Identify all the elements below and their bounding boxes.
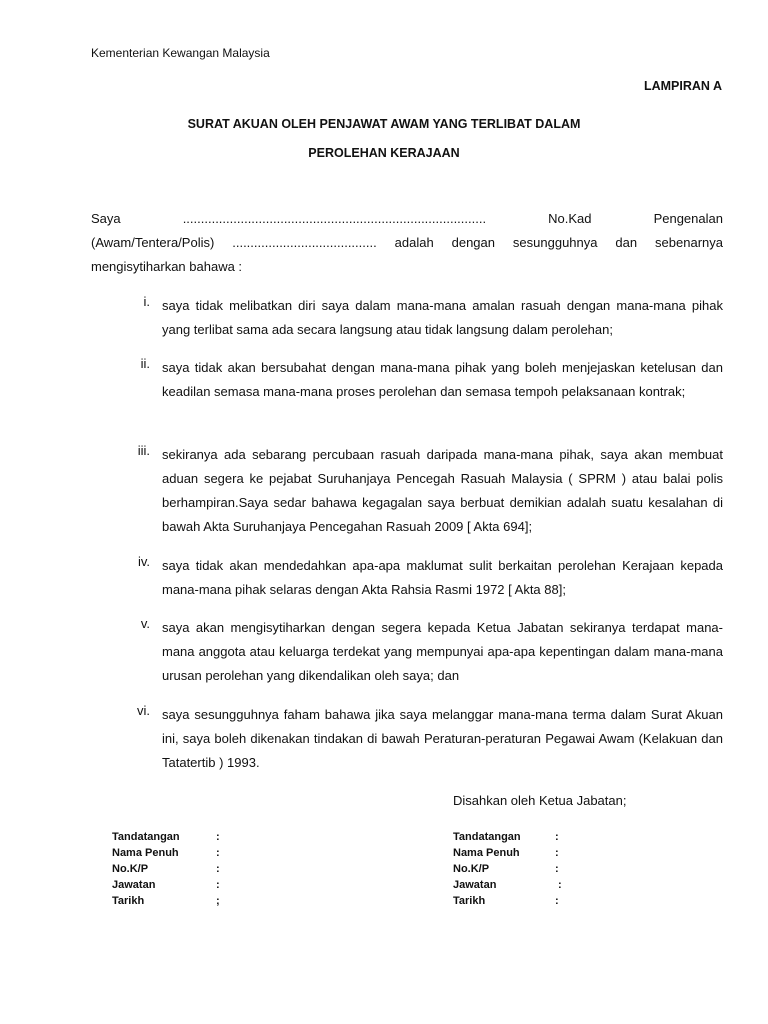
clause-text: saya tidak akan mendedahkan apa-apa maklumat sulit berkaitan perolehan Kerajaan kepada mana-mana pihak selaras dengan Akta Rahsia Rasmi 1972 [ Akta 88]; xyxy=(162,558,723,597)
field-colon: : xyxy=(555,847,559,859)
clause-text: saya tidak akan bersubahat dengan mana-mana pihak yang boleh menjejaskan ketelusan dan keadilan semasa mana-mana proses perolehan dan semasa tempoh pelaksanaan kontrak; xyxy=(162,360,723,399)
clause-text: saya tidak melibatkan diri saya dalam mana-mana amalan rasuah dengan mana-mana pihak yang terlibat sama ada secara langsung atau tidak langsung dalam perolehan; xyxy=(162,298,723,337)
intro-line-2 xyxy=(91,235,723,250)
full-name-field xyxy=(112,845,220,861)
date-field xyxy=(112,893,220,909)
field-colon: : xyxy=(216,847,220,859)
head-of-department-signature-block xyxy=(453,829,562,909)
clause-number: ii. xyxy=(140,356,150,371)
clause-number: iv. xyxy=(137,554,150,569)
signature-label: Tandatangan xyxy=(453,831,521,843)
ic-number-field xyxy=(453,861,559,877)
field-colon: : xyxy=(555,831,559,843)
clause-number: i. xyxy=(143,294,150,309)
intro-line-3: mengisytiharkan bahawa : xyxy=(91,259,243,274)
intro-sesungguhnya: sesungguhnya xyxy=(512,235,598,250)
intro-saya: Saya xyxy=(91,211,121,226)
full-name-label: Nama Penuh xyxy=(453,847,520,859)
clause-text: saya sesungguhnya faham bahawa jika saya melanggar mana-mana terma dalam Surat Akuan ini, saya boleh dikenakan tindakan di bawah Peraturan-peraturan Pegawai Awam (Kelakuan dan Tatatertib ) 1993. xyxy=(162,707,723,770)
position-field xyxy=(112,877,220,893)
field-colon: : xyxy=(558,879,562,891)
document-title-line-1: SURAT AKUAN OLEH PENJAWAT AWAM YANG TERLIBAT DALAM xyxy=(187,117,581,131)
field-colon: ; xyxy=(216,895,220,907)
ic-number-field xyxy=(112,861,220,877)
date-label: Tarikh xyxy=(453,895,486,907)
intro-awam: (Awam/Tentera/Polis) xyxy=(91,235,215,250)
declarant-signature-block xyxy=(112,829,220,909)
date-field xyxy=(453,893,559,909)
full-name-field xyxy=(453,845,559,861)
clause-text: sekiranya ada sebarang percubaan rasuah daripada mana-mana pihak, saya akan membuat aduan segera ke pejabat Suruhanjaya Pencegah Rasuah Malaysia ( SPRM ) atau balai polis berhampiran.Saya sedar bahawa kegagalan saya berbuat demikian adalah suatu kesalahan di bawah Akta Suruhanjaya Pencegahan Rasuah 2009 [ Akta 694]; xyxy=(162,447,723,534)
id-dotted-line: ........................................ xyxy=(232,235,377,250)
field-colon: : xyxy=(216,831,220,843)
approval-label: Disahkan oleh Ketua Jabatan; xyxy=(453,793,627,808)
ic-number-label: No.K/P xyxy=(112,863,149,875)
date-label: Tarikh xyxy=(112,895,145,907)
intro-nokad: No.Kad xyxy=(548,211,592,226)
position-label: Jawatan xyxy=(453,879,497,891)
position-label: Jawatan xyxy=(112,879,156,891)
clause-text: saya akan mengisytiharkan dengan segera kepada Ketua Jabatan sekiranya terdapat mana-mana anggota atau keluarga terdekat yang mempunyai apa-apa kepentingan dalam mana-mana urusan perolehan yang dikendalikan oleh saya; dan xyxy=(162,620,723,683)
signature-field xyxy=(453,829,559,845)
signature-field xyxy=(112,829,220,845)
appendix-label: LAMPIRAN A xyxy=(643,79,722,93)
name-dotted-line: .................................................................................... xyxy=(182,211,487,226)
field-colon: : xyxy=(216,879,220,891)
ic-number-label: No.K/P xyxy=(453,863,490,875)
clause-number: v. xyxy=(140,616,150,631)
intro-line-1 xyxy=(91,211,723,226)
document-title-line-2: PEROLEHAN KERAJAAN xyxy=(308,146,460,160)
intro-sebenarnya: sebenarnya xyxy=(655,235,723,250)
intro-pengenalan: Pengenalan xyxy=(653,211,723,226)
clause-number: iii. xyxy=(137,443,150,458)
intro-dan: dan xyxy=(615,235,638,250)
ministry-header: Kementerian Kewangan Malaysia xyxy=(91,46,270,60)
field-colon: : xyxy=(555,863,559,875)
clause-number: vi. xyxy=(137,703,150,718)
full-name-label: Nama Penuh xyxy=(112,847,179,859)
intro-adalah: adalah xyxy=(394,235,434,250)
signature-label: Tandatangan xyxy=(112,831,180,843)
intro-dengan: dengan xyxy=(451,235,495,250)
field-colon: : xyxy=(555,895,559,907)
position-field xyxy=(453,877,562,893)
field-colon: : xyxy=(216,863,220,875)
